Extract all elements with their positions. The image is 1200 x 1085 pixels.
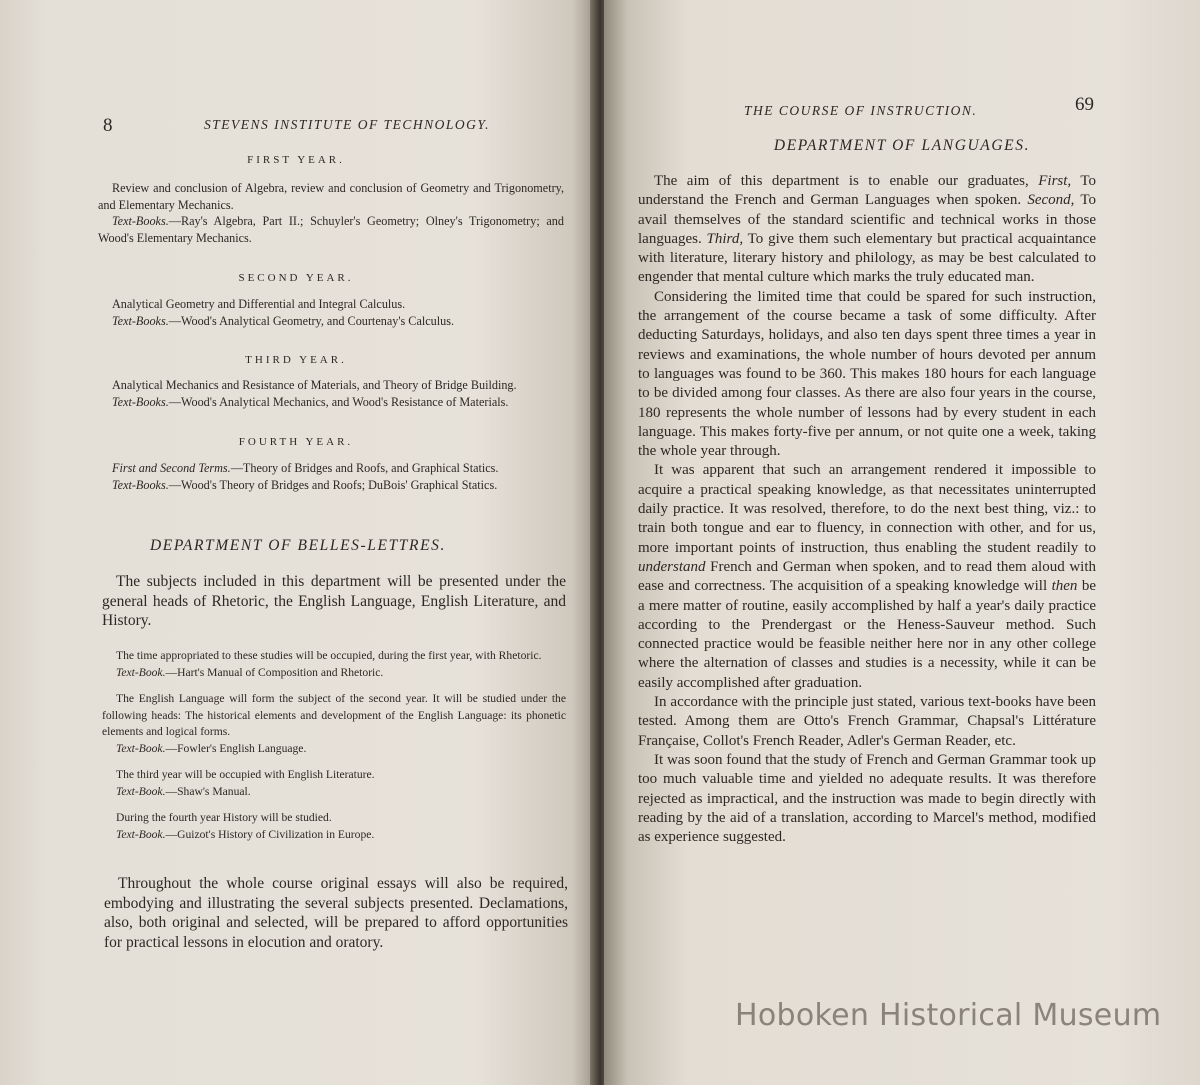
- languages-heading: DEPARTMENT OF LANGUAGES.: [773, 137, 1031, 154]
- second-year-block: [98, 296, 564, 329]
- right-running-head: THE COURSE OF INSTRUCTION.: [744, 103, 978, 118]
- museum-watermark: Hoboken Historical Museum: [735, 998, 1162, 1033]
- left-page-number: 8: [103, 115, 113, 136]
- belles-lettres-blocks: [102, 648, 566, 853]
- languages-para-5: It was soon found that the study of French and German Grammar took up too much valuable time and yielded no adequate results. It was therefore rejected as impractical, and the instruction was made to begin directly with reading by the aid of a translation, according to Marcel's method, modified as experience suggested.: [638, 751, 1096, 846]
- first-year-heading: FIRST YEAR.: [247, 154, 345, 166]
- third-year-books: Text-Books.—Wood's Analytical Mechanics, and Wood's Resistance of Materials.: [112, 394, 509, 409]
- second-year-text: Analytical Geometry and Differential and Integral Calculus.: [112, 297, 406, 311]
- history-block: During the fourth year History will be studied. Text-Book.—Guizot's History of Civilization in Europe.: [116, 811, 375, 841]
- first-year-text: Review and conclusion of Algebra, review and conclusion of Geometry and Trigonometry, and Elementary Mechanics.: [98, 181, 564, 212]
- left-page: [0, 0, 596, 1085]
- first-year-books: Text-Books.—Ray's Algebra, Part II.; Schuyler's Geometry; Olney's Trigonometry; and Wood's Elementary Mechanics.: [98, 214, 564, 245]
- english-language-block: The English Language will form the subject of the second year. It will be studied under the following heads: The historical elements and development of the English Language: its phonetic elements and logical forms. Text-Book.—Fowler's English Language.: [102, 692, 566, 755]
- books-label: Text-Books.: [112, 214, 169, 228]
- belles-lettres-intro: The subjects included in this department will be presented under the general heads of Rhetoric, the English Language, English Literature, and History.: [102, 573, 566, 629]
- fourth-year-books: Text-Books.—Wood's Theory of Bridges and Roofs; DuBois' Graphical Statics.: [112, 477, 498, 492]
- right-page: [604, 0, 1200, 1085]
- rhetoric-block: The time appropriated to these studies will be occupied, during the first year, with Rhetoric. Text-Book.—Hart's Manual of Composition and Rhetoric.: [116, 649, 542, 679]
- third-year-text: Analytical Mechanics and Resistance of Materials, and Theory of Bridge Building.: [112, 378, 517, 392]
- second-year-heading: SECOND YEAR.: [238, 272, 354, 284]
- belles-lettres-closing: Throughout the whole course original essays will also be required, embodying and illustrating the several subjects presented. Declamations, also, both original and selected, will be prepared to afford opportunities for practical lessons in elocution and oratory.: [104, 875, 568, 951]
- fourth-year-block: [98, 460, 564, 493]
- fourth-year-text: First and Second Terms.—Theory of Bridges and Roofs, and Graphical Statics.: [112, 461, 499, 475]
- languages-para-3: It was apparent that such an arrangement rendered it impossible to acquire a practical speaking knowledge, as that necessitates uninterrupted daily practice. It was resolved, therefore, to do the next best thing, viz.: to train both tongue and ear to fluency, in connection with other, and for us, more important points of instruction, thus enabling the student readily to understand French and German when spoken, and to read them aloud with ease and correctness. The acquisition of a speaking knowledge will then be a mere matter of routine, easily accomplished by half a year's daily practice according to the Prendergast or the Heness-Sauveur method. Such connected practice would be feasible neither here nor in any other college where the alternation of classes and studies is a necessity, while it can be easily accomplished after graduation.: [638, 462, 1096, 691]
- right-page-number: 69: [1075, 94, 1094, 115]
- languages-para-1: The aim of this department is to enable our graduates, First, To understand the French and German Languages when spoken. Second, To avail themselves of the standard scientific and technical works in those languages. Third, To give them such elementary but practical acquaintance with literature, literary history and philology, as may be best calculated to engender that mental culture which marks the truly educated man.: [638, 173, 1096, 286]
- languages-para-4: In accordance with the principle just stated, various text-books have been tested. Among them are Otto's French Grammar, Chapsal's Littérature Française, Collot's French Reader, Adler's German Reader, etc.: [638, 694, 1096, 749]
- first-year-block: [98, 180, 564, 246]
- fourth-year-heading: FOURTH YEAR.: [238, 436, 354, 448]
- languages-para-2: Considering the limited time that could be spared for such instruction, the arrangement of the course became a task of some difficulty. After deducting Saturdays, holidays, and also ten days spent three times a year in reviews and examinations, the whole number of hours devoted per annum to languages was found to be 360. This makes 180 hours for each language to be divided among four classes. As there are also four years in the course, 180 represents the whole number of lessons had by every student in each language. This makes forty-five per annum, or not quite one a week, taking the whole year through.: [638, 288, 1096, 460]
- third-year-block: [98, 377, 564, 410]
- belles-lettres-heading: DEPARTMENT OF BELLES-LETTRES.: [149, 537, 446, 554]
- second-year-books: Text-Books.—Wood's Analytical Geometry, and Courtenay's Calculus.: [112, 313, 455, 328]
- left-running-head: STEVENS INSTITUTE OF TECHNOLOGY.: [204, 117, 491, 132]
- languages-body: [638, 172, 1096, 847]
- third-year-heading: THIRD YEAR.: [245, 354, 347, 366]
- english-literature-block: The third year will be occupied with English Literature. Text-Book.—Shaw's Manual.: [116, 768, 375, 798]
